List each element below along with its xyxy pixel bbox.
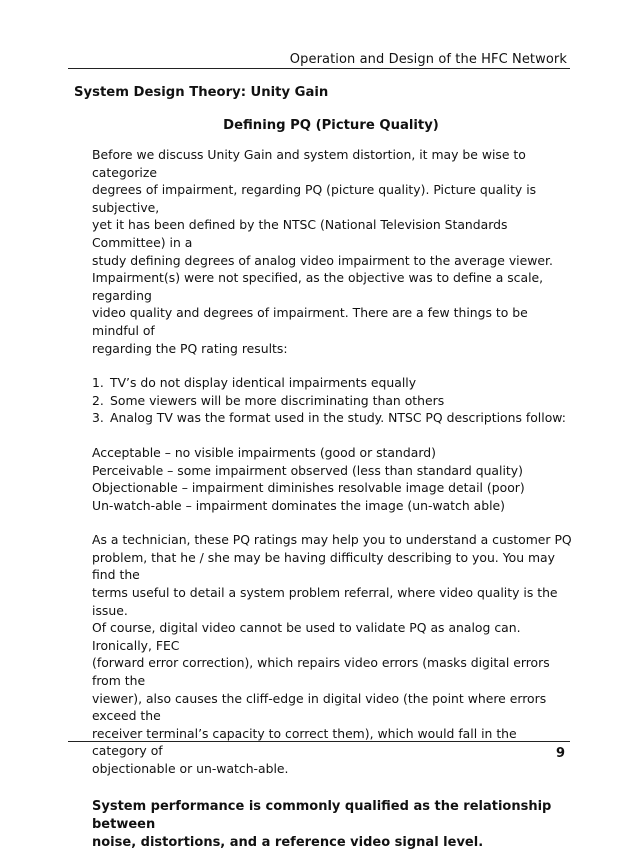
technician-line: problem, that he / she may be having difficulty describing to you. You may find the	[92, 549, 555, 583]
subsection-title: Defining PQ (Picture Quality)	[223, 118, 439, 133]
pq-rating-perceivable: Perceivable – some impairment observed (less than standard quality)	[92, 462, 523, 478]
intro-line: degrees of impairment, regarding PQ (picture quality). Picture quality is subjective,	[92, 182, 537, 215]
technician-line: Of course, digital video cannot be used to validate PQ as analog can. Ironically, FEC	[92, 620, 521, 653]
intro-line: Before we discuss Unity Gain and system distortion, it may be wise to categorize	[92, 147, 526, 180]
list-number: 3.	[92, 410, 104, 426]
list-text: TV’s do not display identical impairments equally	[110, 375, 417, 391]
pq-ratings	[92, 444, 572, 514]
section-title: System Design Theory: Unity Gain	[74, 85, 329, 100]
pq-rating-unwatchable: Un-watch-able – impairment dominates the image (un-watch able)	[92, 497, 505, 513]
considerations-list	[92, 374, 572, 427]
body-text	[92, 146, 572, 852]
technician-line: receiver terminal’s capacity to correct them), which would fall in the category of	[92, 725, 517, 759]
footer-divider	[68, 741, 570, 742]
technician-line: objectionable or un-watch-able.	[92, 761, 289, 776]
intro-line: regarding the PQ rating results:	[92, 340, 288, 356]
technician-line: viewer), also causes the cliff-edge in digital video (the point where errors exceed the	[92, 690, 547, 724]
page-number: 9	[555, 746, 565, 761]
summary-paragraph	[92, 798, 572, 852]
pq-rating-objectionable: Objectionable – impairment diminishes resolvable image detail (poor)	[92, 480, 525, 496]
list-text: Some viewers will be more discriminating than others	[110, 392, 445, 408]
list-number: 2.	[92, 392, 104, 408]
list-number: 1.	[92, 375, 104, 391]
pq-rating-acceptable: Acceptable – no visible impairments (good or standard)	[92, 444, 436, 460]
technician-line: terms useful to detail a system problem referral, where video quality is the issue.	[92, 585, 558, 618]
summary-line: System performance is commonly qualified as the relationship between	[92, 798, 552, 832]
summary-line: noise, distortions, and a reference video signal level.	[92, 834, 484, 850]
technician-line: As a technician, these PQ ratings may help you to understand a customer PQ	[92, 532, 572, 548]
list-item	[92, 409, 572, 427]
intro-paragraph	[92, 146, 572, 357]
intro-line: yet it has been defined by the NTSC (National Television Standards Committee) in a	[92, 217, 508, 250]
list-item	[92, 374, 572, 392]
technician-line: (forward error correction), which repairs video errors (masks digital errors from the	[92, 655, 550, 689]
intro-line: study defining degrees of analog video impairment to the average viewer.	[92, 252, 553, 268]
list-item	[92, 392, 572, 410]
running-header: Operation and Design of the HFC Network	[289, 52, 567, 67]
list-text: Analog TV was the format used in the study. NTSC PQ descriptions follow:	[110, 410, 566, 426]
header-divider	[68, 68, 570, 69]
intro-line: Impairment(s) were not specified, as the objective was to define a scale, regarding	[92, 270, 544, 303]
intro-line: video quality and degrees of impairment. There are a few things to be mindful of	[92, 305, 528, 338]
